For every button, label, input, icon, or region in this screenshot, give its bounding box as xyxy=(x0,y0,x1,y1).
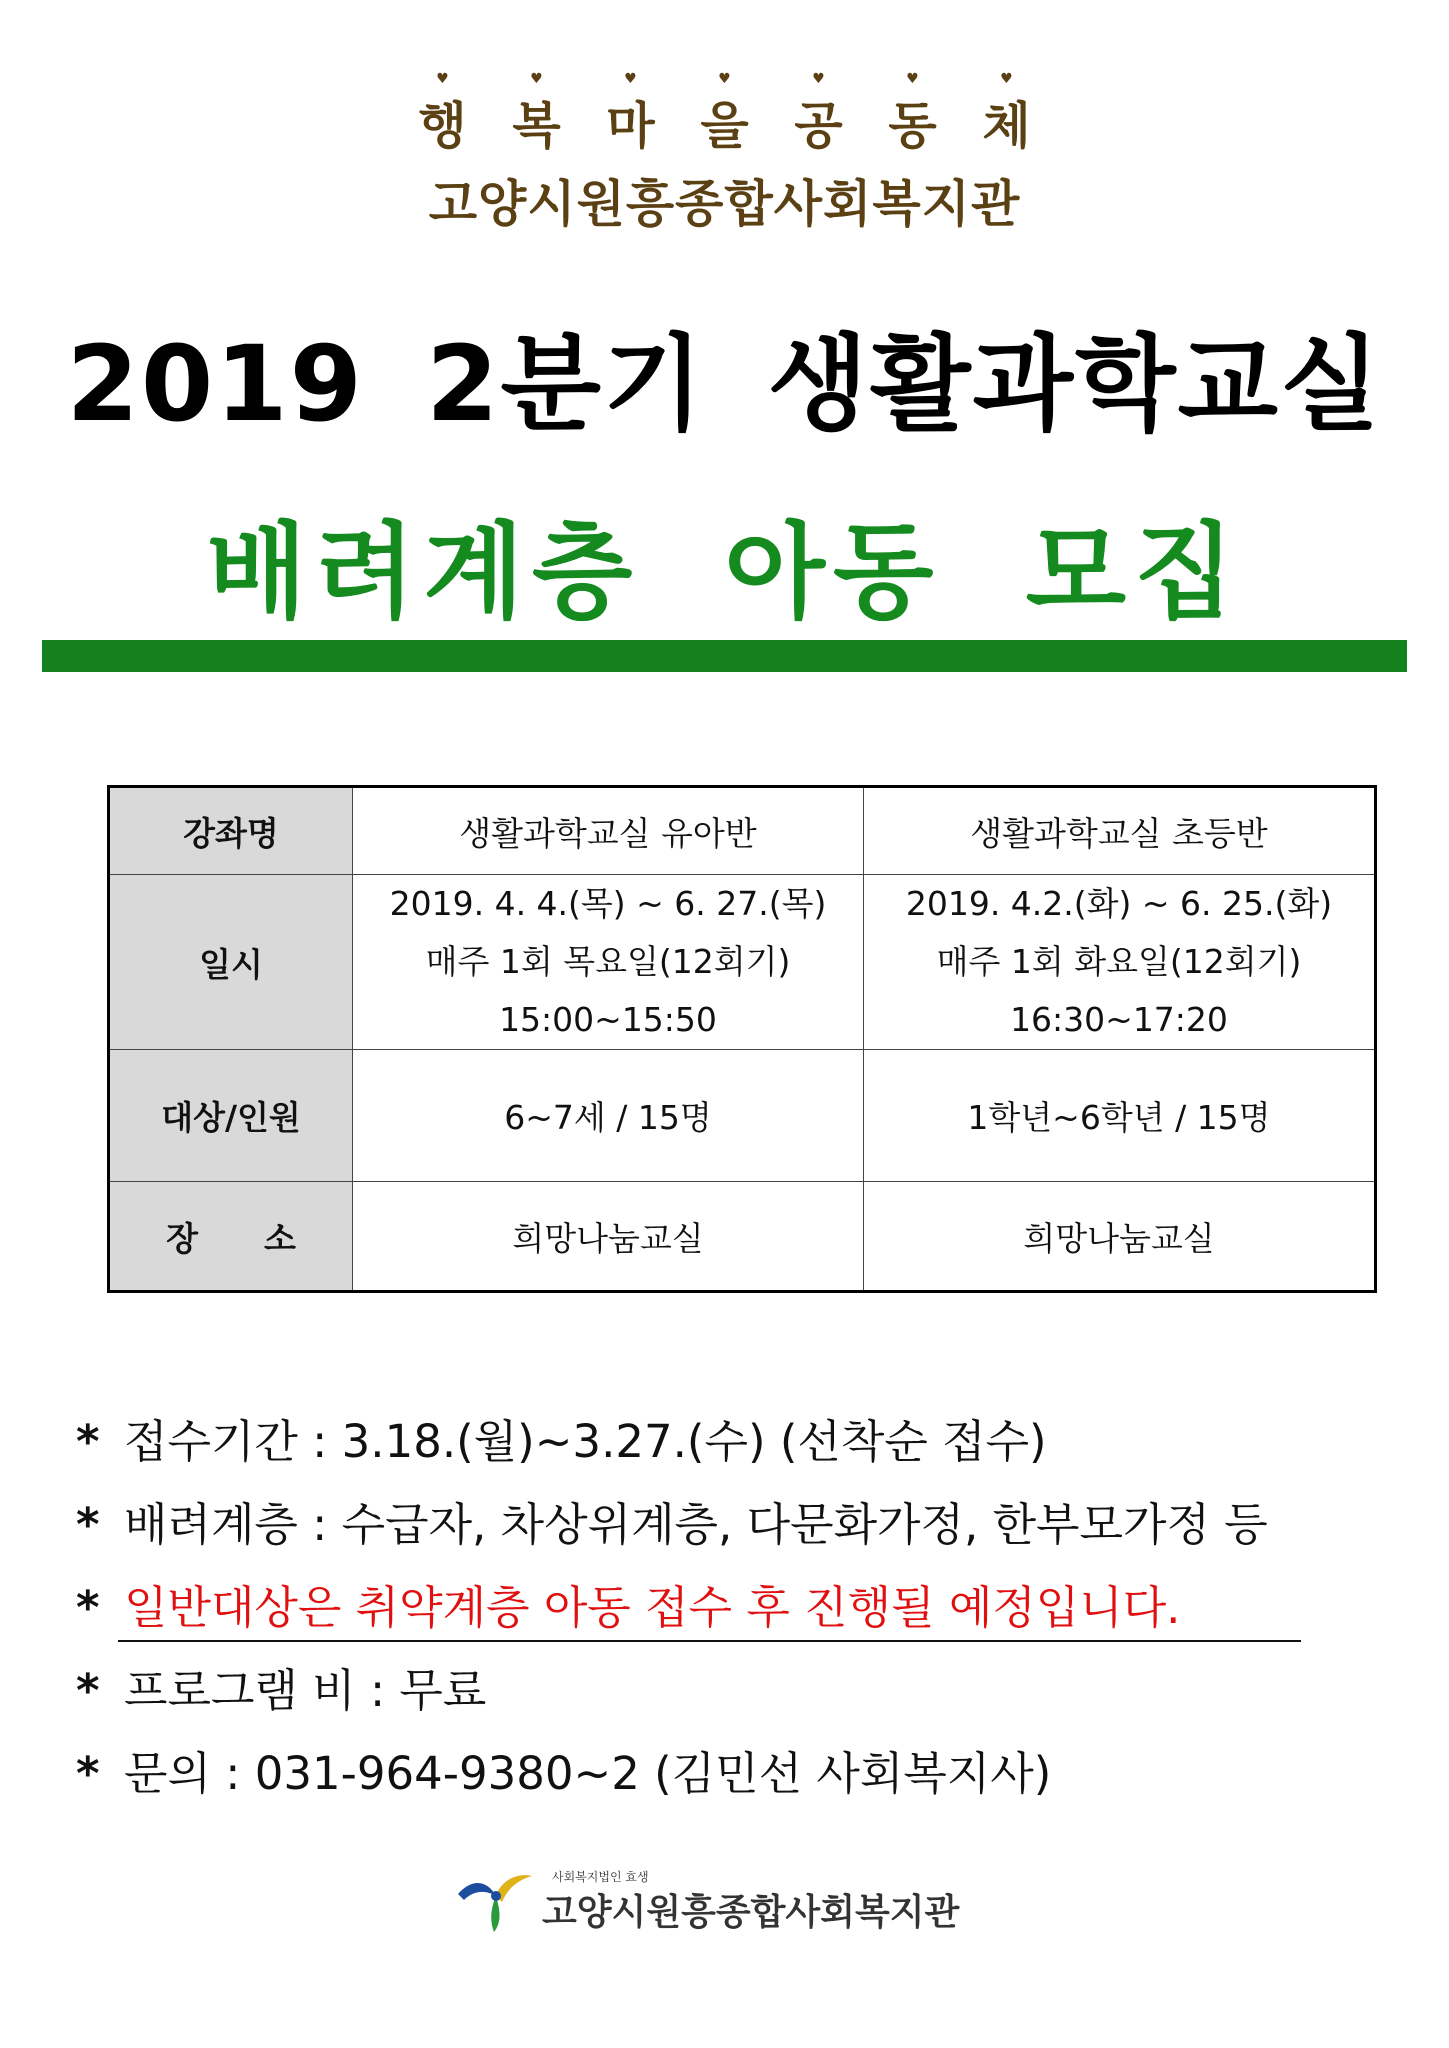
heart-icon: ♥ xyxy=(530,71,543,87)
table-row xyxy=(109,1050,1376,1182)
slogan-char: ♥ 행 xyxy=(418,71,467,155)
table-cell xyxy=(863,875,1375,1050)
list-item: * 배려계층 : 수급자, 차상위계층, 다문화가정, 한부모가정 등 xyxy=(76,1498,1268,1551)
slogan-char: ♥ 복 xyxy=(512,71,561,155)
course-name: 생활과학교실 유아반 xyxy=(353,787,864,875)
heart-icon: ♥ xyxy=(906,71,919,87)
slogan-char: ♥ 을 xyxy=(700,71,749,155)
table-row xyxy=(109,1182,1376,1292)
table-cell: 6~7세 / 15명 xyxy=(353,1050,864,1182)
row-header: 장 소 xyxy=(109,1182,353,1292)
course-name: 생활과학교실 초등반 xyxy=(863,787,1375,875)
page-title: 2019 2분기 생활과학교실 xyxy=(66,323,1383,445)
table-row xyxy=(109,875,1376,1050)
footer-logo xyxy=(456,1866,1016,1936)
page-subtitle: 배려계층 아동 모집 xyxy=(206,511,1243,633)
time: 15:00~15:50 xyxy=(499,1000,717,1039)
divider-bar xyxy=(42,640,1407,672)
heart-icon: ♥ xyxy=(812,71,825,87)
table-cell: 희망나눔교실 xyxy=(353,1182,864,1292)
row-header: 강좌명 xyxy=(109,787,353,875)
slogan-char: ♥ 동 xyxy=(888,71,937,155)
date-range: 2019. 4. 4.(목) ~ 6. 27.(목) xyxy=(389,884,827,923)
slogan-char: ♥ 체 xyxy=(982,71,1031,155)
course-table xyxy=(107,785,1377,1293)
heart-icon: ♥ xyxy=(624,71,637,87)
schedule: 매주 1회 목요일(12회기) xyxy=(425,942,791,981)
list-item: * 접수기간 : 3.18.(월)~3.27.(수) (선착순 접수) xyxy=(76,1415,1047,1468)
row-header: 대상/인원 xyxy=(109,1050,353,1182)
welfare-logo-icon xyxy=(456,1866,536,1936)
logo-center-name: 고양시원흥종합사회복지관 xyxy=(542,1892,960,1933)
slogan-char: ♥ 공 xyxy=(794,71,843,155)
date-range: 2019. 4.2.(화) ~ 6. 25.(화) xyxy=(905,884,1333,923)
heart-icon: ♥ xyxy=(718,71,731,87)
table-cell xyxy=(353,875,864,1050)
schedule: 매주 1회 화요일(12회기) xyxy=(936,942,1302,981)
heart-icon: ♥ xyxy=(1000,71,1013,87)
list-item: * 문의 : 031-964-9380~2 (김민선 사회복지사) xyxy=(76,1747,1052,1800)
table-row xyxy=(109,787,1376,875)
list-item: * 일반대상은 취약계층 아동 접수 후 진행될 예정입니다. xyxy=(76,1566,1376,1649)
header xyxy=(0,71,1449,236)
notes-list xyxy=(76,1400,1376,1815)
table-cell: 희망나눔교실 xyxy=(863,1182,1375,1292)
row-header: 일시 xyxy=(109,875,353,1050)
logo-foundation-text: 사회복지법인 효생 xyxy=(552,1870,649,1884)
heart-icon: ♥ xyxy=(436,71,449,87)
underline xyxy=(118,1640,1301,1642)
community-slogan xyxy=(0,71,1449,158)
list-item: * 프로그램 비 : 무료 xyxy=(76,1664,487,1717)
slogan-char: ♥ 마 xyxy=(606,71,655,155)
table-cell: 1학년~6학년 / 15명 xyxy=(863,1050,1375,1182)
time: 16:30~17:20 xyxy=(1010,1000,1228,1039)
center-name: 고양시원흥종합사회복지관 xyxy=(428,175,1021,233)
